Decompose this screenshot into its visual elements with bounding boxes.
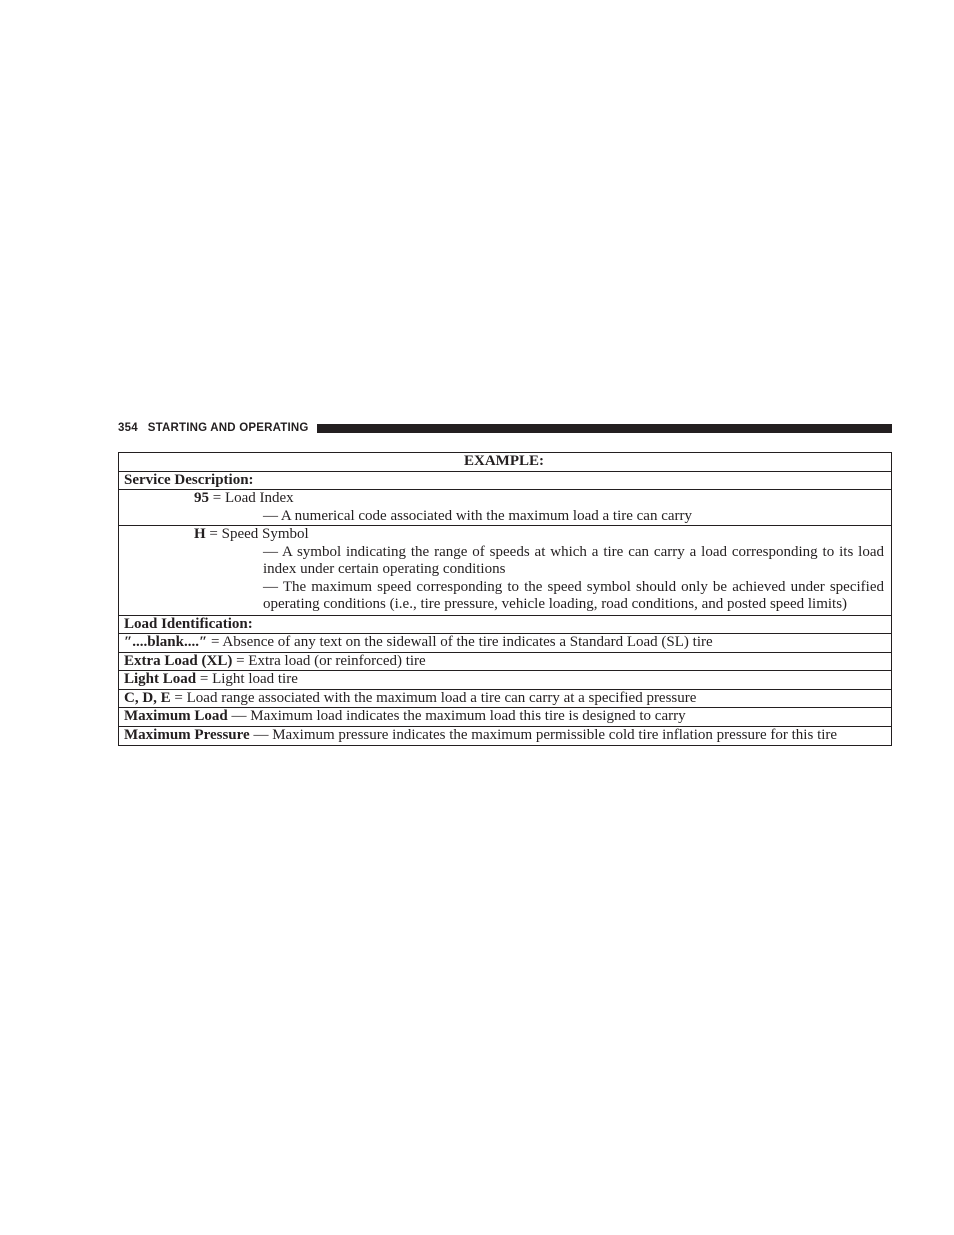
page-number: 354: [118, 422, 138, 434]
table-row: [119, 615, 892, 634]
table-row: [119, 634, 892, 653]
header-rule: [317, 424, 892, 433]
load-range-code: C, D, E: [124, 689, 171, 706]
blank-code: ″....blank....″: [124, 634, 208, 650]
load-index-cell: [119, 490, 892, 526]
load-index-note: — A numerical code associated with the maximum load a tire can carry: [263, 507, 693, 524]
tire-service-description-table: [118, 452, 892, 746]
extra-load-code: Extra Load (XL): [124, 652, 233, 669]
extra-load-text: = Extra load (or reinforced) tire: [232, 652, 426, 669]
speed-symbol-code: H: [194, 526, 206, 542]
load-range-text: = Load range associated with the maximum load a tire can carry at a specified pressure: [170, 689, 697, 706]
section-title: STARTING AND OPERATING: [147, 422, 309, 434]
table-row: [119, 689, 892, 708]
blank-row: [119, 634, 892, 653]
maximum-pressure-row: [119, 726, 892, 746]
load-index-line: [124, 490, 884, 508]
maximum-pressure-text: — Maximum pressure indicates the maximum permissible cold tire inflation pressure for this tire: [249, 726, 838, 743]
speed-symbol-text: = Speed Symbol: [205, 526, 309, 542]
table-row: [119, 708, 892, 727]
speed-symbol-line: [124, 526, 884, 544]
light-load-text: = Light load tire: [196, 671, 298, 687]
table-row: [119, 652, 892, 671]
light-load-row: [119, 671, 892, 690]
speed-symbol-cell: [119, 526, 892, 616]
blank-text: = Absence of any text on the sidewall of the tire indicates a Standard Load (SL) tire: [207, 634, 713, 650]
speed-symbol-note-2: — The maximum speed corresponding to the speed symbol should only be achieved under specified operating conditions (i.e., tire pressure, vehicle loading, road conditions, and posted speed limits): [263, 578, 884, 612]
maximum-load-text: — Maximum load indicates the maximum load this tire is designed to carry: [227, 708, 686, 724]
page-header: [118, 420, 892, 436]
service-description-label: Service Description:: [119, 471, 892, 490]
maximum-load-row: [119, 708, 892, 727]
table-row: [119, 526, 892, 616]
load-identification-label: Load Identification:: [119, 615, 892, 634]
load-index-code: 95: [194, 490, 209, 506]
speed-symbol-note-1: — A symbol indicating the range of speeds at which a tire can carry a load corresponding to its load index under certain operating conditions: [263, 543, 884, 577]
table-row: [119, 471, 892, 490]
maximum-pressure-label: Maximum Pressure: [124, 726, 250, 743]
maximum-load-label: Maximum Load: [124, 708, 228, 724]
table-row: [119, 671, 892, 690]
table-title: EXAMPLE:: [119, 453, 892, 472]
load-range-row: [119, 689, 892, 708]
light-load-code: Light Load: [124, 671, 197, 687]
table-row: [119, 453, 892, 472]
table-row: [119, 726, 892, 746]
load-index-text: = Load Index: [209, 490, 294, 506]
extra-load-row: [119, 652, 892, 671]
table-row: [119, 490, 892, 526]
